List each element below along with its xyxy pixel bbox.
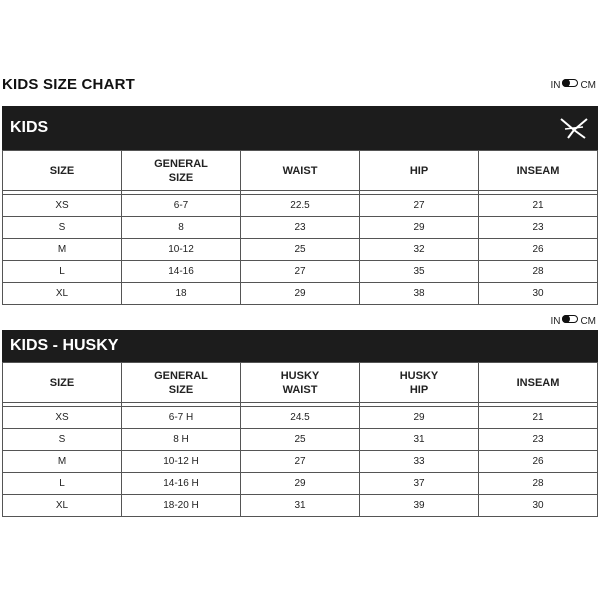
table-cell: XL <box>3 283 122 305</box>
table-row <box>3 429 598 451</box>
table-cell: 23 <box>479 429 598 451</box>
switch-knob <box>562 79 570 87</box>
table-cell: 35 <box>360 261 479 283</box>
table-cell: 29 <box>241 473 360 495</box>
table-cell: L <box>3 261 122 283</box>
kids-header-row <box>3 151 598 191</box>
col-header-general-size: GENERAL SIZE <box>122 151 241 191</box>
table-cell: 8 H <box>122 429 241 451</box>
table-row <box>3 239 598 261</box>
table-cell: 30 <box>479 495 598 517</box>
kids-section <box>2 106 598 305</box>
husky-header-row <box>3 363 598 403</box>
col-header-husky-waist: HUSKY WAIST <box>241 363 360 403</box>
table-row <box>3 195 598 217</box>
page-title: KIDS SIZE CHART <box>2 76 136 93</box>
table-cell: 25 <box>241 239 360 261</box>
unit-toggle-husky[interactable] <box>550 316 596 327</box>
table-cell: 21 <box>479 407 598 429</box>
table-cell: 22.5 <box>241 195 360 217</box>
col-header-husky-hip: HUSKY HIP <box>360 363 479 403</box>
switch-knob <box>562 315 570 323</box>
col-header-general-size: GENERAL SIZE <box>122 363 241 403</box>
table-cell: 14-16 H <box>122 473 241 495</box>
table-cell: M <box>3 451 122 473</box>
table-cell: 26 <box>479 451 598 473</box>
table-cell: 33 <box>360 451 479 473</box>
unit-toggle[interactable] <box>550 80 596 91</box>
table-cell: 6-7 <box>122 195 241 217</box>
unit-cm-label: CM <box>580 80 596 91</box>
table-row <box>3 217 598 239</box>
table-cell: 23 <box>241 217 360 239</box>
table-cell: S <box>3 217 122 239</box>
col-header-hip: HIP <box>360 151 479 191</box>
unit-in-label: IN <box>550 80 561 91</box>
table-cell: 29 <box>241 283 360 305</box>
table-cell: 27 <box>241 451 360 473</box>
table-cell: XL <box>3 495 122 517</box>
unit-switch[interactable] <box>562 315 578 323</box>
table-cell: 8 <box>122 217 241 239</box>
kids-section-header <box>2 106 598 150</box>
table-cell: 37 <box>360 473 479 495</box>
table-cell: XS <box>3 195 122 217</box>
table-row <box>3 261 598 283</box>
husky-size-table <box>2 362 598 517</box>
husky-section <box>2 330 598 517</box>
table-cell: 6-7 H <box>122 407 241 429</box>
col-header-size: SIZE <box>3 151 122 191</box>
col-header-inseam: INSEAM <box>479 363 598 403</box>
table-cell: 30 <box>479 283 598 305</box>
table-cell: 38 <box>360 283 479 305</box>
col-header-inseam: INSEAM <box>479 151 598 191</box>
table-cell: 10-12 H <box>122 451 241 473</box>
table-cell: 32 <box>360 239 479 261</box>
table-cell: 39 <box>360 495 479 517</box>
col-header-waist: WAIST <box>241 151 360 191</box>
table-cell: 31 <box>360 429 479 451</box>
table-cell: 26 <box>479 239 598 261</box>
col-header-size: SIZE <box>3 363 122 403</box>
husky-section-title: KIDS - HUSKY <box>10 337 119 354</box>
brand-logo-icon <box>558 115 590 141</box>
table-cell: 27 <box>360 195 479 217</box>
table-cell: L <box>3 473 122 495</box>
table-row <box>3 473 598 495</box>
unit-switch[interactable] <box>562 79 578 87</box>
table-cell: 28 <box>479 473 598 495</box>
table-cell: 24.5 <box>241 407 360 429</box>
unit-cm-label: CM <box>580 316 596 327</box>
table-row <box>3 451 598 473</box>
table-cell: 21 <box>479 195 598 217</box>
kids-section-title: KIDS <box>10 119 49 136</box>
table-cell: 10-12 <box>122 239 241 261</box>
table-cell: 28 <box>479 261 598 283</box>
table-cell: S <box>3 429 122 451</box>
table-cell: 25 <box>241 429 360 451</box>
table-cell: 14-16 <box>122 261 241 283</box>
table-cell: XS <box>3 407 122 429</box>
table-row <box>3 407 598 429</box>
table-cell: 29 <box>360 217 479 239</box>
table-cell: 23 <box>479 217 598 239</box>
table-cell: 18 <box>122 283 241 305</box>
husky-section-header <box>2 330 598 362</box>
table-cell: 29 <box>360 407 479 429</box>
table-row <box>3 495 598 517</box>
unit-in-label: IN <box>550 316 561 327</box>
table-cell: 27 <box>241 261 360 283</box>
kids-size-table <box>2 150 598 305</box>
table-cell: 18-20 H <box>122 495 241 517</box>
table-cell: 31 <box>241 495 360 517</box>
table-row <box>3 283 598 305</box>
table-cell: M <box>3 239 122 261</box>
